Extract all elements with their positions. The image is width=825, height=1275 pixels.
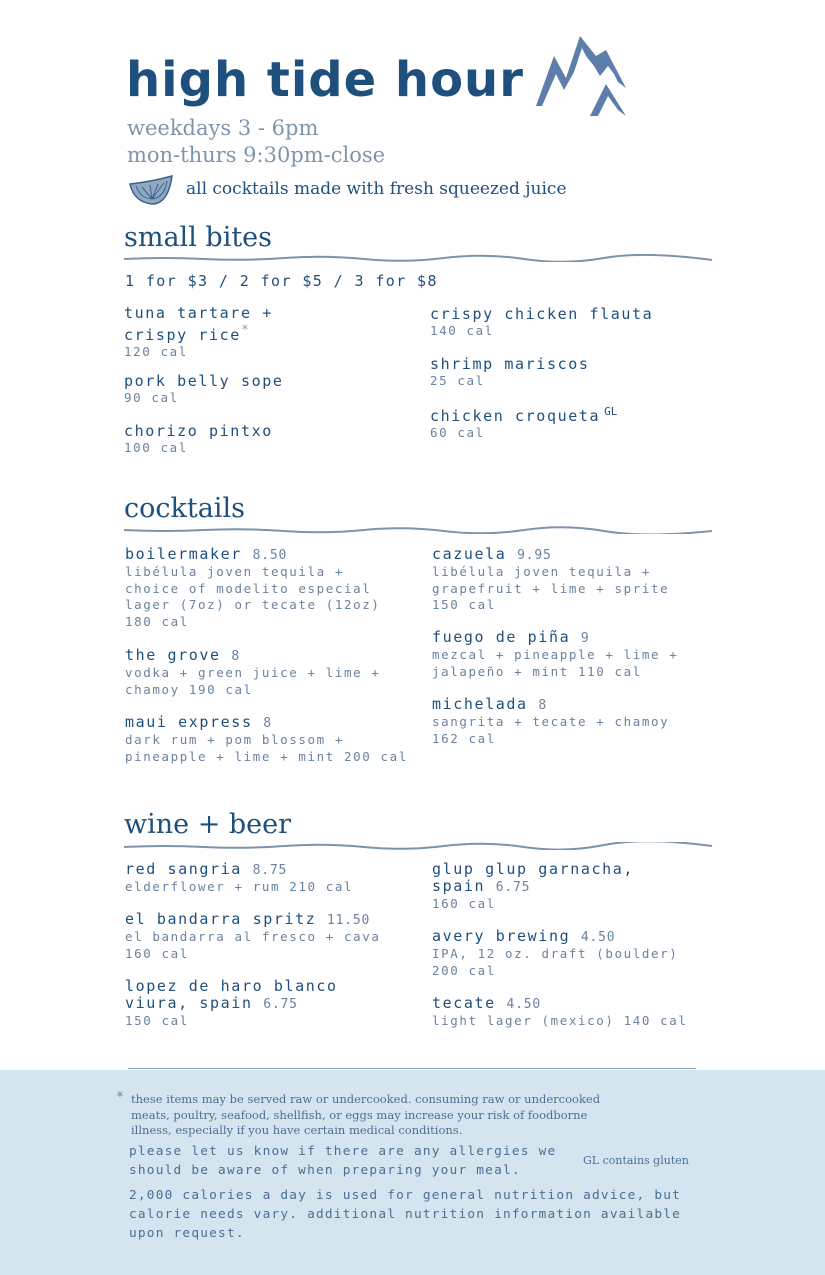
item-calories: 200 cal — [432, 962, 496, 978]
hours-late-night: mon-thurs 9:30pm-close — [127, 143, 386, 167]
item-desc-line: choice of modelito especial — [125, 580, 372, 596]
menu-item-boilermaker — [125, 546, 415, 630]
item-name: shrimp mariscos — [430, 355, 590, 373]
item-name-line1: tuna tartare + — [124, 304, 273, 322]
item-calories: 25 cal — [430, 373, 485, 388]
item-price: 9.95 — [517, 548, 552, 563]
item-desc-line: el bandarra al fresco + cava — [125, 929, 381, 944]
item-name: chorizo pintxo — [124, 422, 273, 440]
section-heading-wine-beer: wine + beer — [124, 809, 292, 840]
item-desc-line: pineapple + lime + mint 200 cal — [125, 748, 408, 764]
item-calories: 162 cal — [432, 730, 496, 746]
item-name-line2: viura, spain — [125, 994, 253, 1012]
item-name: the grove — [125, 646, 221, 664]
menu-item-el-bandarra-spritz — [125, 911, 415, 962]
item-desc-line: libélula joven tequila + — [125, 564, 345, 579]
item-name-line2: crispy rice — [124, 326, 241, 344]
item-price: 8 — [263, 716, 272, 731]
item-price: 4.50 — [580, 930, 616, 945]
menu-item-cazuela — [432, 546, 722, 614]
item-calories: 60 cal — [430, 425, 485, 440]
hours-weekdays: weekdays 3 - 6pm — [127, 116, 319, 140]
item-name: cazuela — [432, 545, 507, 563]
menu-item-michelada — [432, 696, 722, 747]
menu-item-glup-glup-garnacha — [432, 861, 722, 913]
item-price: 9 — [580, 631, 590, 646]
menu-item-chorizo-pintxo — [124, 423, 414, 457]
item-desc-line: lager (7oz) or tecate (12oz) — [125, 597, 381, 612]
item-calories: 160 cal — [432, 896, 496, 911]
item-name: tecate — [432, 994, 496, 1012]
item-name: crispy chicken flauta — [430, 305, 654, 323]
menu-item-shrimp-mariscos — [430, 356, 720, 390]
page-title: high tide hour — [126, 52, 524, 108]
menu-item-avery-brewing — [432, 928, 722, 979]
item-name-line1: lopez de haro blanco — [125, 977, 338, 995]
tagline: all cocktails made with fresh squeezed juice — [186, 179, 567, 199]
item-price: 8 — [231, 649, 240, 664]
item-calories: 100 cal — [124, 440, 188, 455]
menu-item-the-grove — [125, 647, 415, 698]
item-desc-line: libélula joven tequila + — [432, 564, 652, 579]
item-desc-line: IPA, 12 oz. draft (boulder) — [432, 946, 679, 961]
item-name: fuego de piña — [432, 628, 571, 646]
item-desc-line: dark rum + pom blossom + — [125, 732, 345, 747]
item-name: michelada — [432, 695, 528, 713]
menu-item-fuego-de-pina — [432, 629, 722, 680]
gluten-mark: GL — [604, 405, 618, 418]
item-desc-line: mezcal + pineapple + lime + — [432, 647, 679, 662]
menu-item-chicken-flauta — [430, 306, 720, 340]
item-name-line1: glup glup garnacha, — [432, 860, 634, 878]
item-name: chicken croqueta — [430, 407, 601, 425]
allergy-note: please let us know if there are any allergies we should be aware of when preparing your meal. — [129, 1144, 557, 1178]
item-desc-line: vodka + green juice + lime + — [125, 665, 381, 680]
mountains-icon — [534, 32, 630, 118]
menu-item-lopez-de-haro — [125, 978, 415, 1030]
raw-food-warning: these items may be served raw or undercooked. consuming raw or undercooked meats, poultry, seafood, shellfish, or eggs may increase your risk of foodborne illness, especially if you have certain medical conditions. — [131, 1092, 601, 1137]
item-price: 8.50 — [252, 548, 288, 563]
item-name: pork belly sope — [124, 372, 284, 390]
wavy-divider — [124, 254, 712, 262]
item-price: 6.75 — [495, 880, 531, 895]
item-price: 11.50 — [327, 913, 371, 928]
menu-item-chicken-croqueta — [430, 403, 720, 442]
item-calories: 160 cal — [125, 945, 189, 961]
footer-asterisk: * — [116, 1090, 124, 1105]
gluten-legend: GL contains gluten — [583, 1154, 689, 1167]
item-desc-line: chamoy 190 cal — [125, 681, 253, 697]
item-name: red sangria — [125, 860, 242, 878]
item-price: 8 — [538, 698, 547, 713]
footer-divider — [128, 1068, 696, 1069]
menu-item-maui-express — [125, 714, 425, 765]
lime-wedge-icon — [128, 172, 174, 206]
item-calories: 150 cal — [125, 1013, 189, 1028]
wavy-divider — [124, 842, 712, 850]
item-desc-line: jalapeño + mint 110 cal — [432, 663, 642, 679]
menu-item-pork-belly-sope — [124, 373, 414, 407]
item-calories: 120 cal — [124, 344, 188, 359]
item-price: 6.75 — [263, 997, 298, 1012]
item-calories: 180 cal — [125, 613, 189, 629]
item-calories: 140 cal — [430, 323, 494, 338]
section-heading-small-bites: small bites — [124, 222, 273, 253]
wavy-divider — [124, 526, 712, 534]
item-name: el bandarra spritz — [125, 910, 317, 928]
item-desc-line: grapefruit + lime + sprite — [432, 580, 670, 596]
item-calories: 90 cal — [124, 390, 179, 405]
item-desc-line: sangrita + tecate + chamoy — [432, 714, 670, 729]
item-calories: 150 cal — [432, 597, 496, 612]
item-name: boilermaker — [125, 545, 242, 563]
item-price: 8.75 — [252, 863, 288, 878]
item-name-line2: spain — [432, 877, 486, 895]
item-name: maui express — [125, 713, 253, 731]
menu-item-tecate — [432, 995, 722, 1030]
item-desc-line: light lager (mexico) 140 cal — [432, 1013, 688, 1028]
section-heading-cocktails: cocktails — [124, 493, 245, 524]
menu-item-red-sangria — [125, 861, 415, 896]
item-name: avery brewing — [432, 927, 571, 945]
item-price: 4.50 — [506, 997, 541, 1012]
raw-asterisk-mark: * — [240, 323, 251, 338]
calorie-note: 2,000 calories a day is used for general nutrition advice, but calorie needs vary. additional nutrition information available upon request. — [129, 1188, 682, 1241]
menu-item-tuna-tartare — [124, 305, 414, 361]
item-desc-line: elderflower + rum 210 cal — [125, 879, 354, 894]
small-bites-pricing: 1 for $3 / 2 for $5 / 3 for $8 — [125, 272, 438, 290]
